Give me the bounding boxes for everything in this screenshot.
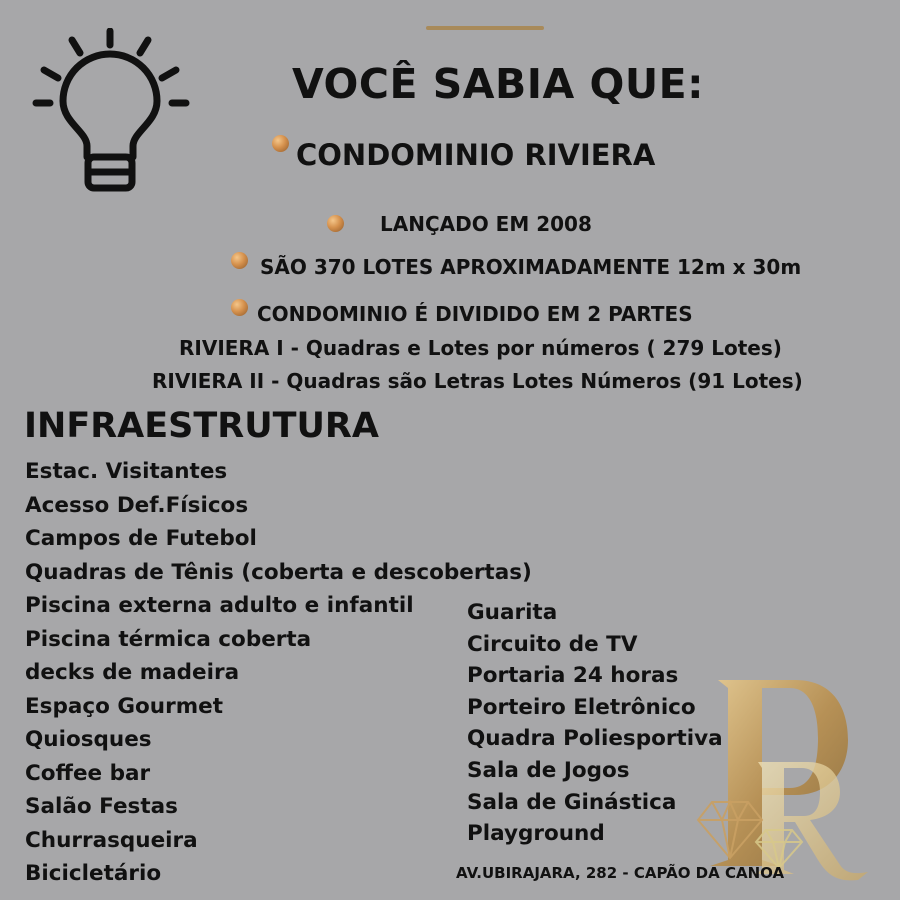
fact-riviera-2: RIVIERA II - Quadras são Letras Lotes Números (91 Lotes) [152,369,803,393]
list-item: Guarita [467,600,558,625]
list-item: Churrasqueira [25,827,198,853]
list-item: Salão Festas [25,794,178,819]
list-item: Circuito de TV [467,631,638,657]
list-item: Piscina externa adulto e infantil [25,593,414,618]
list-item: Acesso Def.Físicos [25,492,249,518]
condominium-name: CONDOMINIO RIVIERA [296,138,656,172]
bullet-dot-icon [272,135,289,152]
list-item: Quiosques [25,727,152,752]
fact-division: CONDOMINIO É DIVIDIDO EM 2 PARTES [257,302,693,326]
rr-monogram-logo [690,670,890,885]
list-item: decks de madeira [25,660,240,685]
list-item: Quadra Poliesportiva [467,726,723,752]
fact-riviera-1: RIVIERA I - Quadras e Lotes por números ( 279 Lotes) [179,336,782,360]
list-item: Quadras de Tênis (coberta e descobertas) [25,559,532,585]
bullet-dot-icon [231,252,248,269]
infrastructure-list-right [467,597,723,850]
fact-lots: SÃO 370 LOTES APROXIMADAMENTE 12m x 30m [260,255,802,279]
list-item: Sala de Jogos [467,757,630,783]
list-item: Coffee bar [25,760,151,786]
address-text: AV.UBIRAJARA, 282 - CAPÃO DA CANOA [456,864,785,882]
list-item: Piscina térmica coberta [25,626,312,652]
section-title-infraestrutura: INFRAESTRUTURA [24,406,379,446]
infrastructure-list-left [25,455,532,891]
list-item: Sala de Ginástica [467,789,677,815]
list-item: Estac. Visitantes [25,459,228,484]
bullet-dot-icon [231,299,248,316]
bullet-dot-icon [327,215,344,232]
lightbulb-icon [30,28,192,196]
list-item: Espaço Gourmet [25,693,223,719]
top-divider [426,26,544,30]
list-item: Bicicletário [25,861,162,886]
list-item: Porteiro Eletrônico [467,694,696,720]
list-item: Campos de Futebol [25,526,257,551]
fact-launch: LANÇADO EM 2008 [380,212,592,236]
page-title: VOCÊ SABIA QUE: [292,60,705,108]
list-item: Playground [467,821,605,847]
list-item: Portaria 24 horas [467,663,679,689]
